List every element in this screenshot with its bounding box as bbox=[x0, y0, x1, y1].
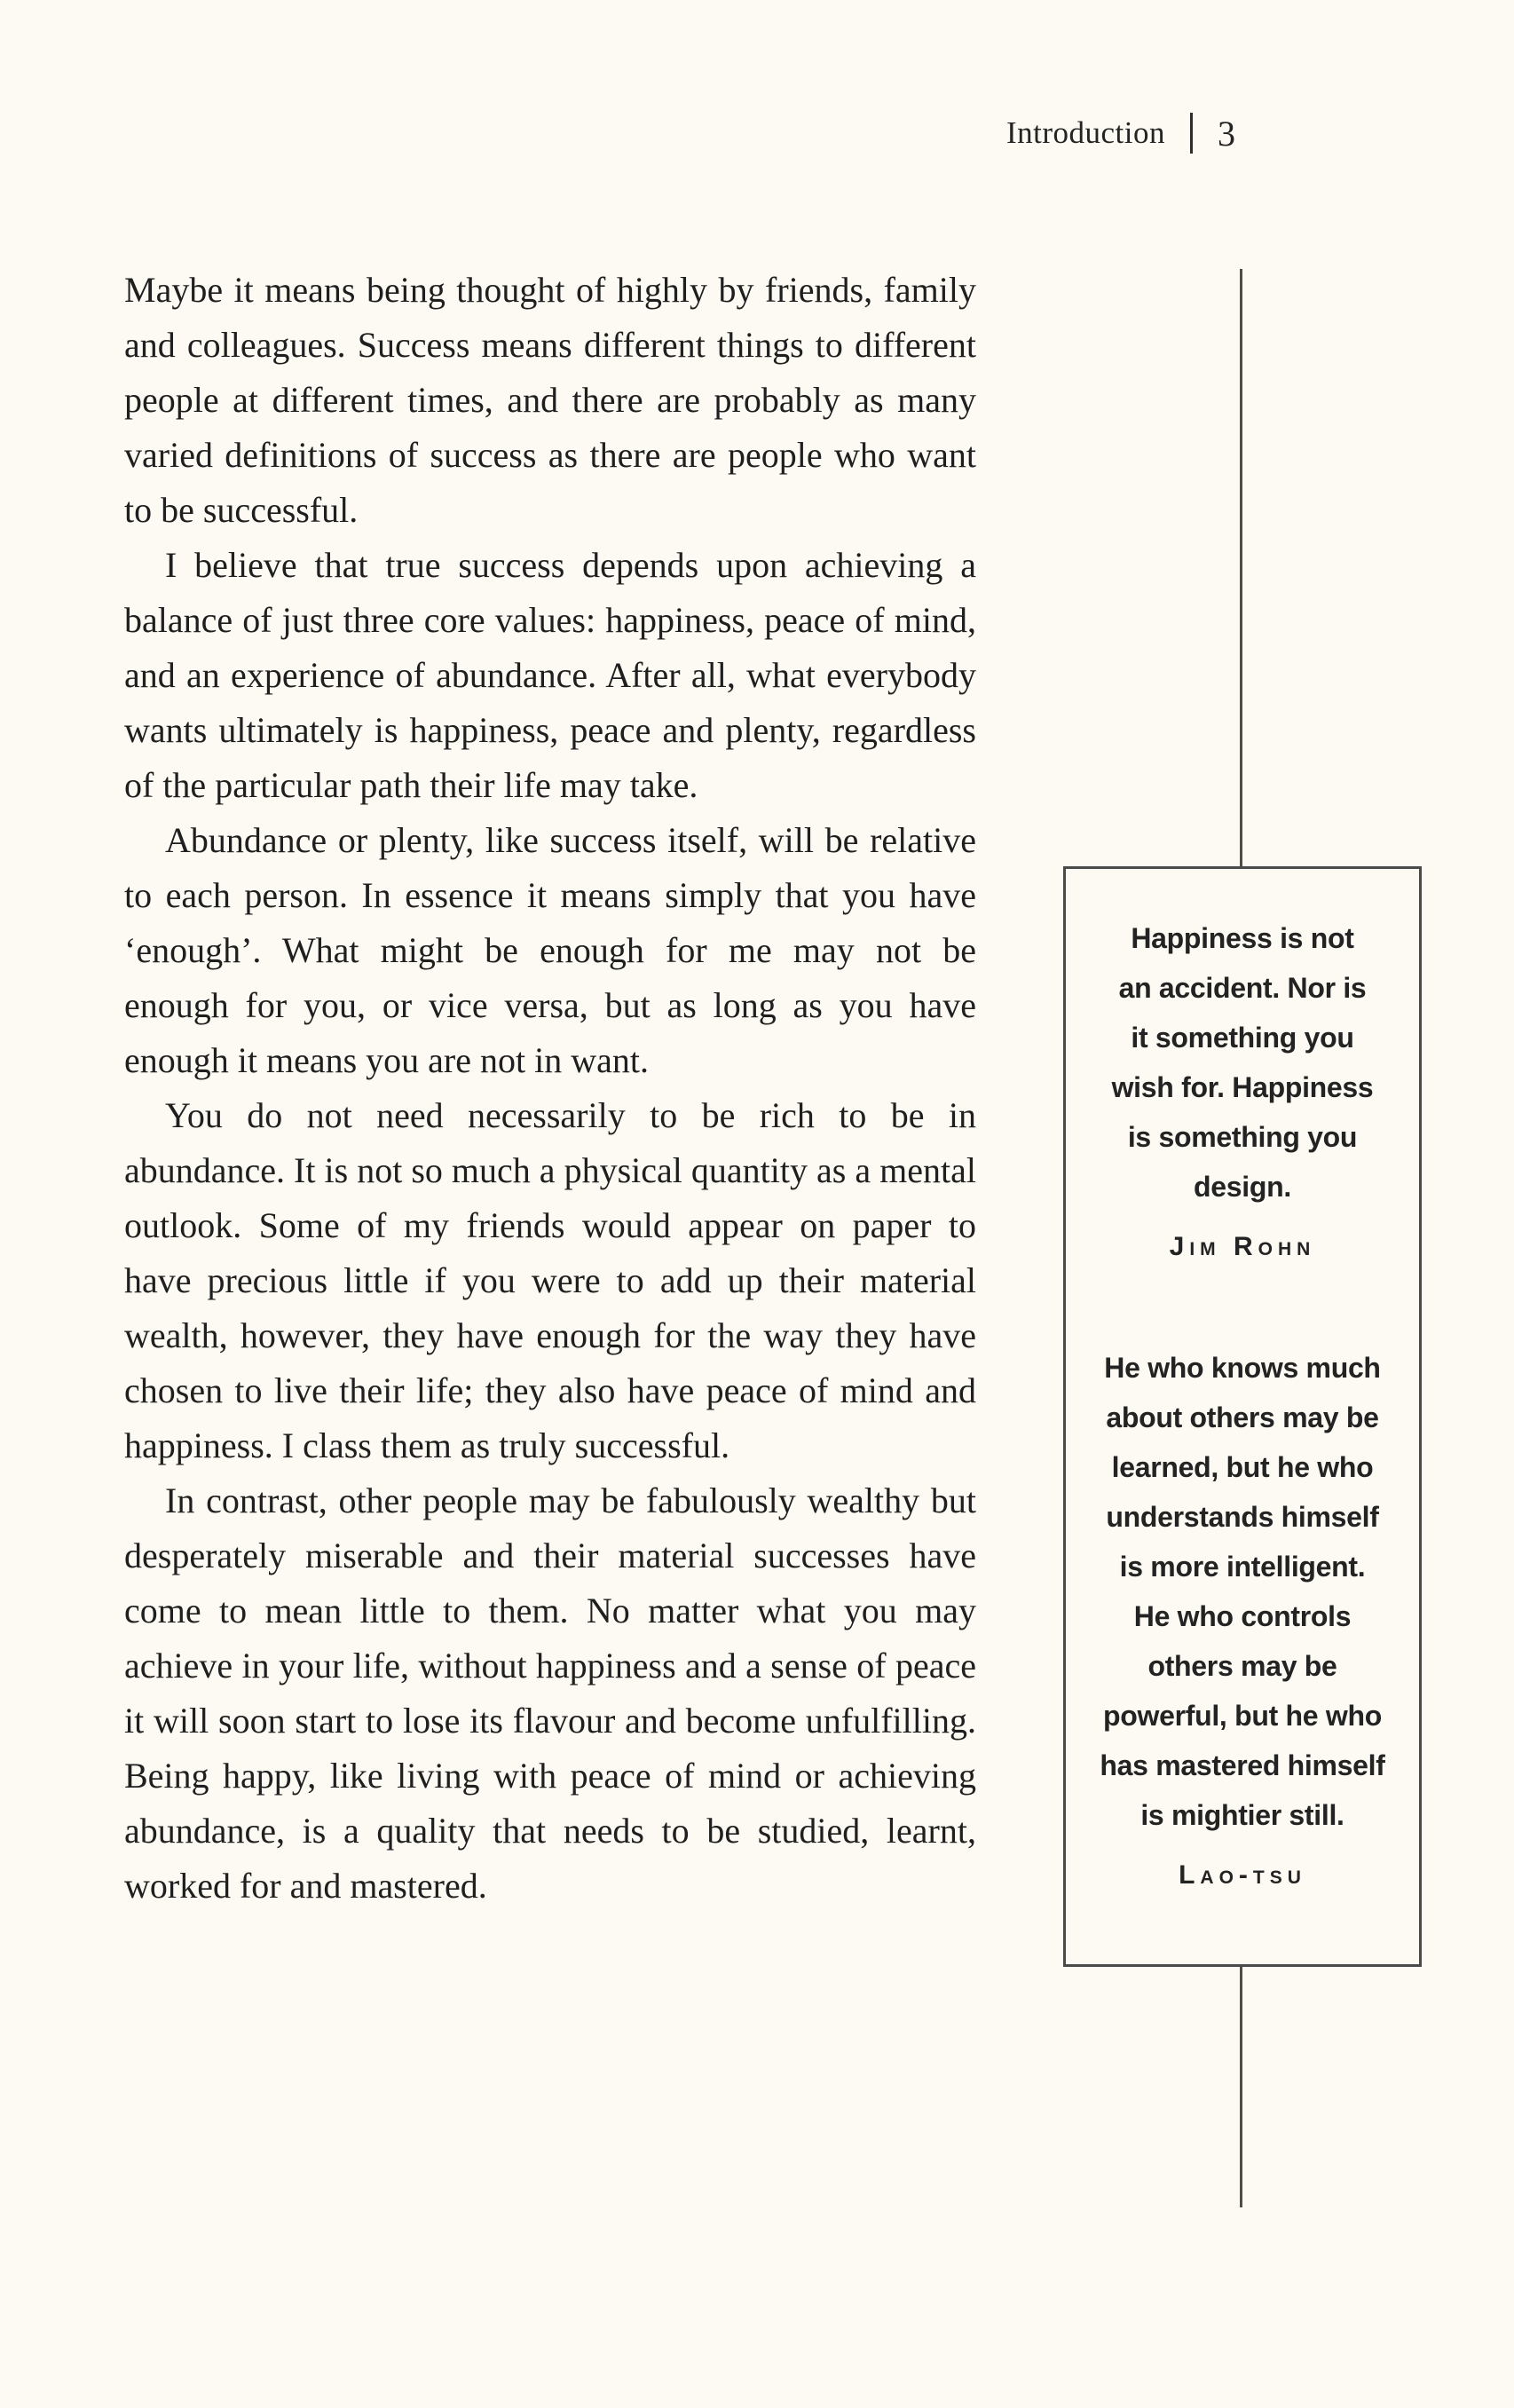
paragraph: Maybe it means being thought of highly by friends, family and colleagues. Success means different things to different people at different times, and there are probably as many varied definitions of success as there are people who want to be successful. bbox=[124, 270, 976, 530]
quote-line: design. bbox=[1194, 1171, 1291, 1203]
quote-line: is something you bbox=[1127, 1121, 1358, 1153]
pull-quote-box bbox=[1063, 866, 1422, 1967]
paragraph: You do not need necessarily to be rich to be in abundance. It is not so much a physical quantity as a mental outlook. Some of my friends would appear on paper to have precious little if you were to add up their material wealth, however, they have enough for the way they have chosen to live their life; they also have peace of mind and happiness. I class them as truly successful. bbox=[124, 1095, 976, 1465]
paragraph: Abundance or plenty, like success itself, will be relative to each person. In essence it means simply that you have ‘enough’. What might be enough for me may not be enough for you, or vice versa, but as long as you have enough it means you are not in want. bbox=[124, 820, 976, 1080]
quote-line: learned, but he who bbox=[1111, 1451, 1374, 1483]
quote-line: wish for. Happiness bbox=[1111, 1071, 1374, 1103]
pull-quote-lao-tsu bbox=[1086, 1343, 1399, 1893]
chapter-title: Introduction bbox=[1005, 115, 1165, 150]
quote-line: understands himself bbox=[1106, 1501, 1379, 1533]
quote-line: is more intelligent. bbox=[1119, 1551, 1366, 1583]
pull-quote-jim-rohn bbox=[1086, 913, 1399, 1265]
quote-attribution: Jim Rohn bbox=[1169, 1232, 1316, 1261]
quote-line: He who knows much bbox=[1104, 1352, 1381, 1384]
quote-line: others may be bbox=[1147, 1650, 1337, 1682]
quote-line: is mightier still. bbox=[1140, 1799, 1344, 1831]
quote-line: powerful, but he who bbox=[1103, 1700, 1382, 1732]
quote-line: about others may be bbox=[1106, 1401, 1379, 1433]
quote-line: He who controls bbox=[1133, 1600, 1352, 1632]
page-number: 3 bbox=[1218, 113, 1235, 154]
quote-line: Happiness is not bbox=[1131, 922, 1354, 954]
paragraph: In contrast, other people may be fabulously wealthy but desperately miserable and their material successes have come to mean little to them. No matter what you may achieve in your life, without happiness and a sense of peace it will soon start to lose its flavour and become unfulfilling. Being happy, like living with peace of mind or achieving abundance, is a quality that needs to be studied, learnt, worked for and mastered. bbox=[124, 1480, 976, 1906]
quote-attribution: Lao-tsu bbox=[1179, 1860, 1306, 1890]
quote-line: has mastered himself bbox=[1100, 1749, 1385, 1781]
quote-line: it something you bbox=[1131, 1022, 1354, 1054]
paragraph: I believe that true success depends upon achieving a balance of just three core values: happiness, peace of mind, and an experience of abundance. After all, what everybody wants ultimately is happiness, peace and plenty, regardless of the particular path their life may take. bbox=[124, 545, 976, 805]
page-header bbox=[887, 108, 1235, 158]
header-divider-rule bbox=[1190, 113, 1193, 154]
quote-line: an accident. Nor is bbox=[1118, 972, 1367, 1004]
body-text bbox=[124, 263, 1422, 1967]
